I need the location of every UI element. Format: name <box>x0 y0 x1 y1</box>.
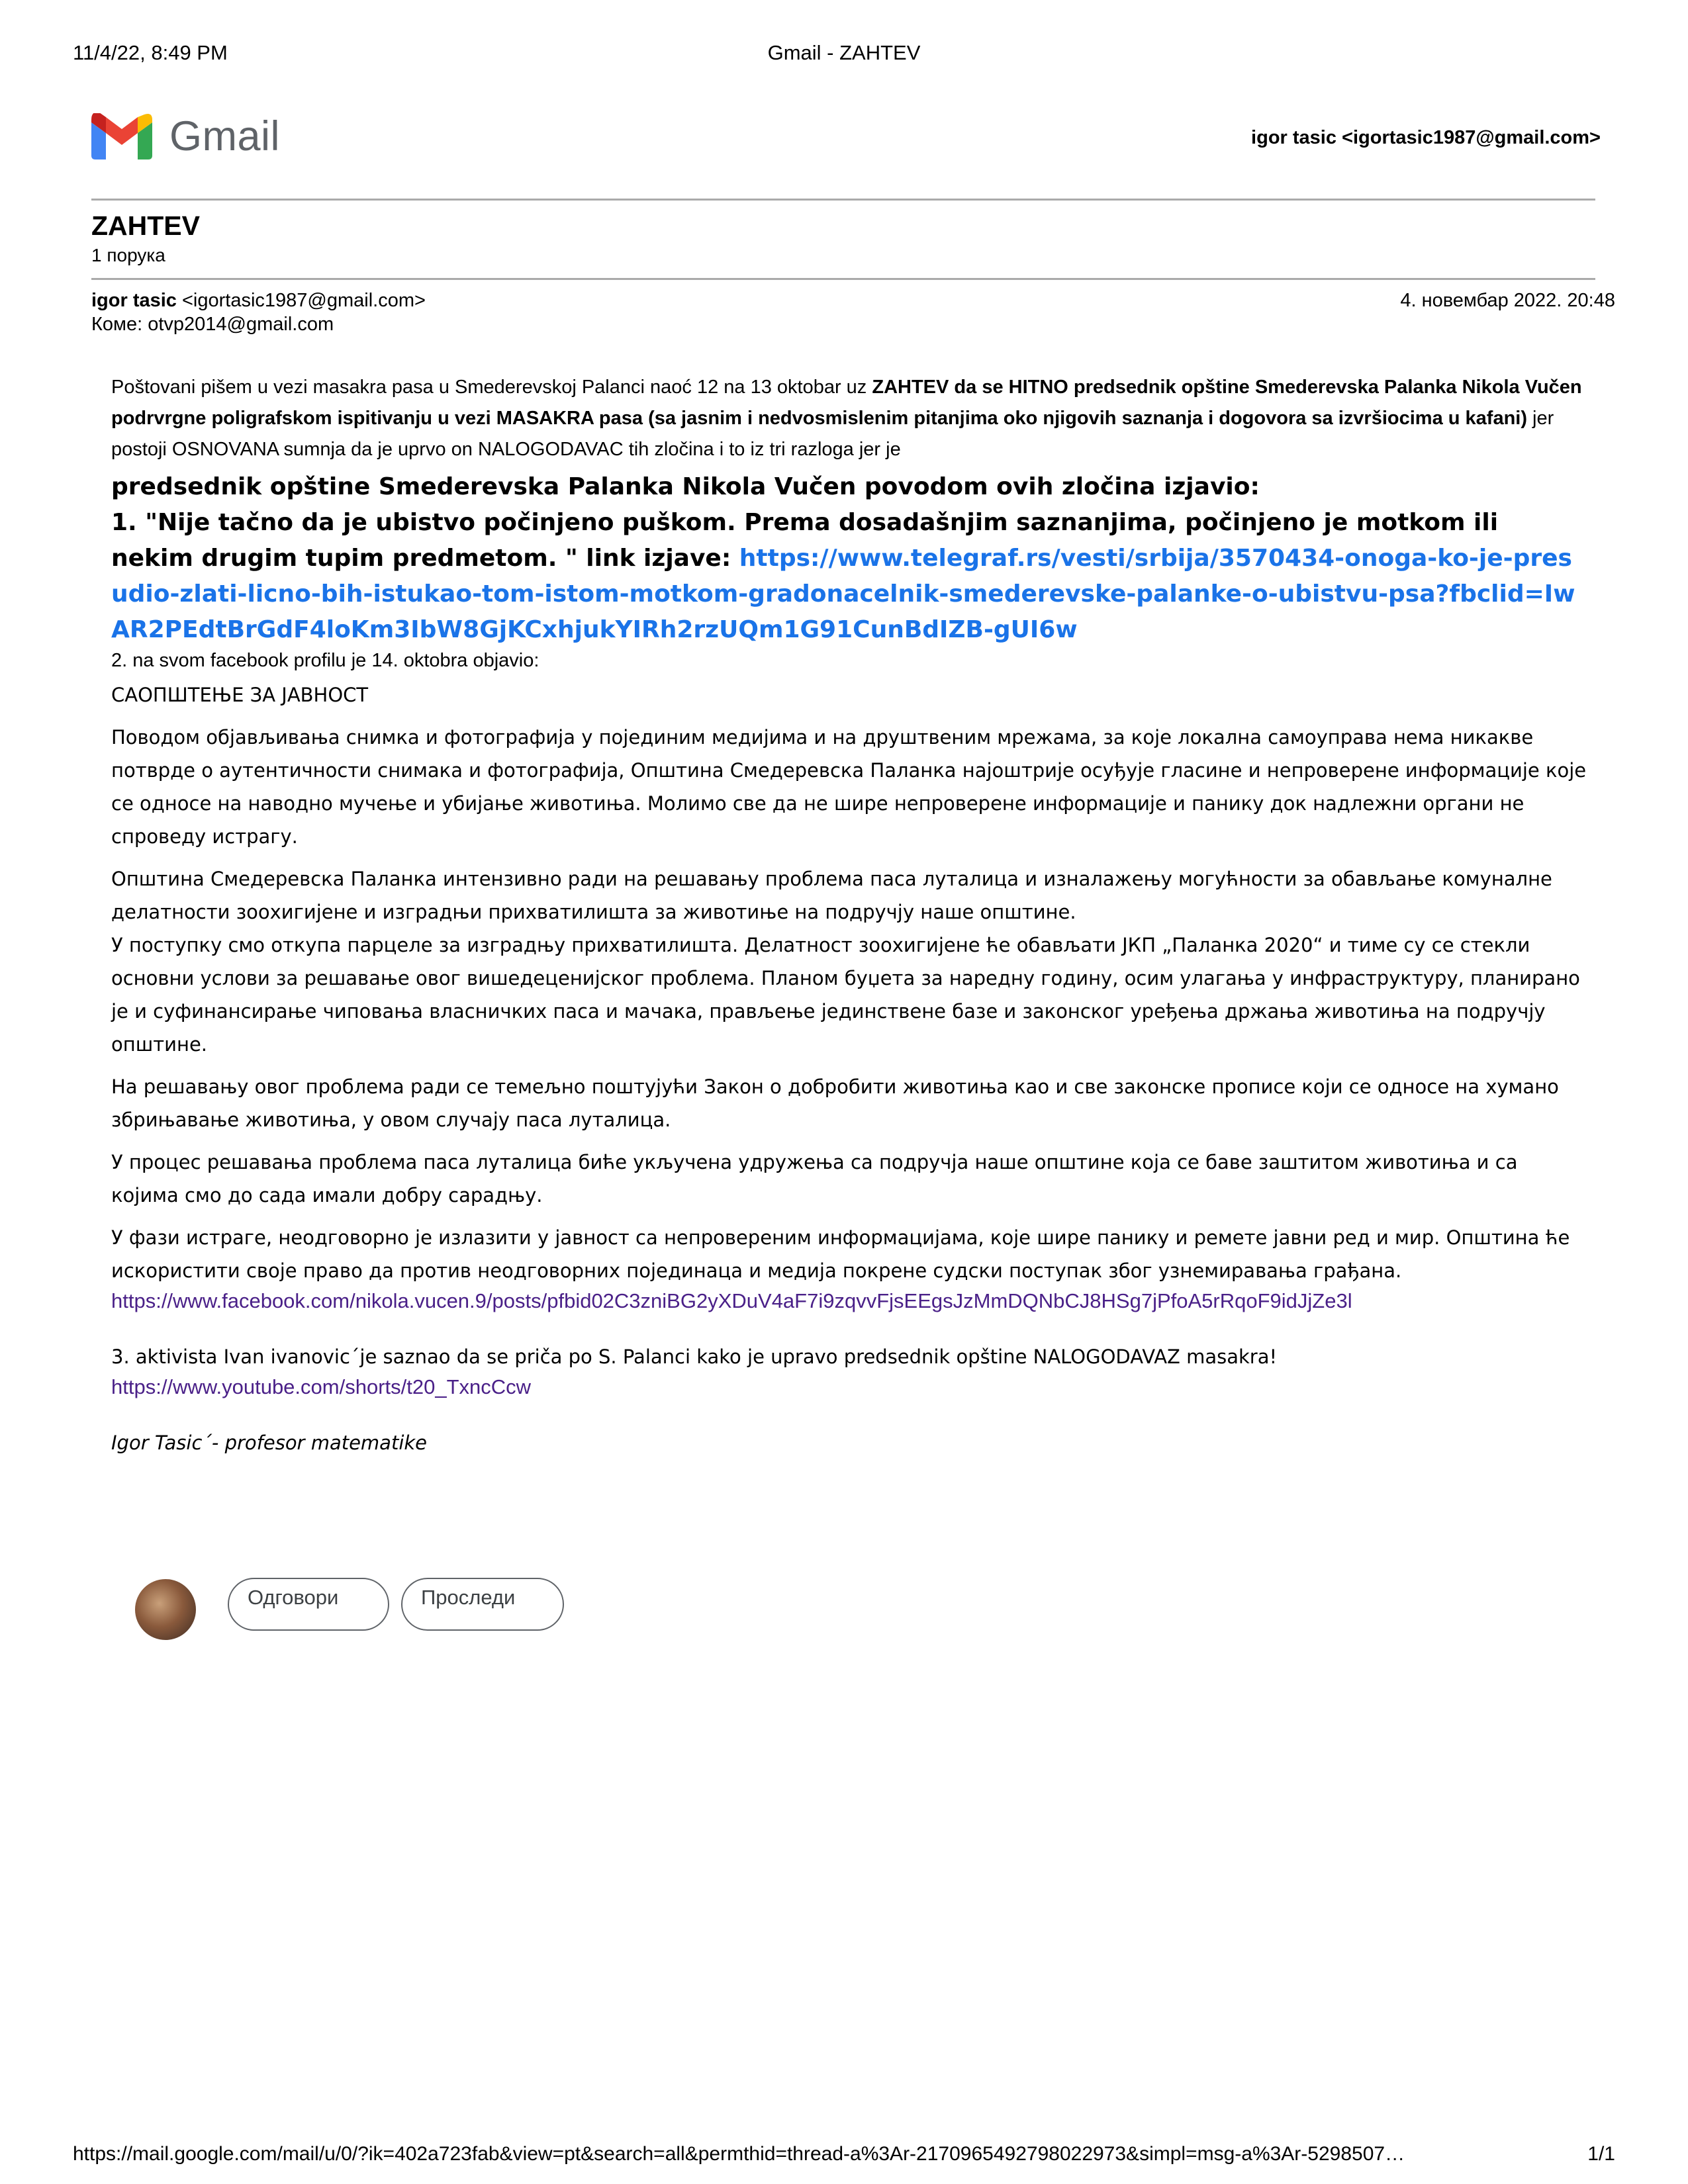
telegraf-link[interactable]: https://www.telegraf.rs/vesti/srbija/3570434-onoga-ko-je-presudio-zlati-licno-bih-istukao-tom-istom-motkom-gradonacelnik-smederevske-palanke-o-ubistvu-psa?fbclid=IwAR2PEdtBrGdF4loKm3IbW8GjKCxhjukYIRh2rzUQm1G91CunBdIZB-gUI6w <box>111 545 1575 643</box>
reply-button[interactable]: Одговори <box>228 1578 389 1631</box>
press-paragraph-3: На решавању овог проблема ради се темељно поштујући Закон о добробити животиња као и све законске прописе који се односе на хумано збрињавање животиња, у овом случају паса луталица. <box>111 1075 1559 1131</box>
avatar <box>135 1579 196 1640</box>
forward-button[interactable]: Проследи <box>401 1578 564 1631</box>
thread-subject: ZAHTEV <box>91 210 200 241</box>
facebook-intro: 2. na svom facebook profilu je 14. oktobra objavio: <box>111 650 539 671</box>
press-release-title: САОПШТЕЊЕ ЗА ЈАВНОСТ <box>111 684 369 706</box>
print-footer-page: 1/1 <box>1587 2143 1615 2165</box>
facebook-link[interactable]: https://www.facebook.com/nikola.vucen.9/posts/pfbid02C3zniBG2yXDuV4aF7i9zqvvFjsEEgsJzMmDQNbCJ8HSg7jPfoA5rRqoF9idJjZe3l <box>111 1289 1352 1312</box>
press-paragraph-4: У процес решавања проблема паса луталица биће укључена удружења са подручја наше општине која се баве заштитом животиња и са којима смо до сада имали добру сарадњу. <box>111 1151 1518 1206</box>
press-paragraph-1: Поводом објављивања снимка и фотографија у појединим медијима и на друштвеним мрежама, за које локална самоуправа нема никакве потврде о аутентичности снимака и фотографија, Општина Смедеревска Паланка најоштрије осуђује гласине и непроверене информације које се односе на наводно мучење и убијање животиња. Молимо све да не шире непроверене информације и панику док надлежни органи не спроведу истрагу. <box>111 726 1587 848</box>
message-date: 4. новембар 2022. 20:48 <box>1400 290 1615 311</box>
press-paragraph-5: У фази истраге, неодговорно је излазити у јавност са непровереним информацијама, које шире панику и ремете јавни ред и мир. Општина ће искористити своје право да против неодговорних појединаца и медија покрене судски поступак због узнемиравања грађана. <box>111 1226 1570 1282</box>
divider <box>91 278 1595 280</box>
account-name: igor tasic <igortasic1987@gmail.com> <box>1251 127 1601 148</box>
signature: Igor Tasic´- profesor matematike <box>111 1432 428 1454</box>
point-3: 3. aktivista Ivan ivanovic´je saznao da se priča po S. Palanci kako je upravo predsednik opštine NALOGODAVAZ masakra! <box>111 1345 1278 1368</box>
press-paragraph-2a: Општина Смедеревска Паланка интензивно ради на решавању проблема паса луталица и изналажењу могућности за обављање комуналне делатности зоохигијене и изградњи прихватилишта за животиње на подручју наше општине. <box>111 868 1552 923</box>
divider <box>91 199 1595 201</box>
sender-name: igor tasic <box>91 290 177 311</box>
sender-email: <igortasic1987@gmail.com> <box>182 290 426 311</box>
statement-heading: predsednik opštine Smederevska Palanka Nikola Vučen povodom ovih zločina izjavio: <box>111 473 1260 500</box>
print-datetime: 11/4/22, 8:49 PM <box>73 41 228 64</box>
recipient: Коме: otvp2014@gmail.com <box>91 314 334 335</box>
print-title: Gmail - ZAHTEV <box>767 41 921 64</box>
gmail-wordmark: Gmail <box>169 113 281 159</box>
message-count: 1 порука <box>91 245 165 265</box>
youtube-link[interactable]: https://www.youtube.com/shorts/t20_TxncCcw <box>111 1375 532 1398</box>
gmail-m-icon <box>91 113 152 159</box>
message-body <box>111 372 1587 1454</box>
sender <box>91 290 426 312</box>
gmail-logo <box>91 111 280 161</box>
intro-paragraph: Poštovani pišem u vezi masakra pasa u Smederevskoj Palanci naoć 12 na 13 oktobar uz ZAHTEV da se HITNO predsednik opštine Smederevska Palanka Nikola Vučen podrvrgne poligrafskom ispitivanju u vezi MASAKRA pasa (sa jasnim i nedvosmislenim pitanjima oko njigovih saznanja i dogovora sa izvršiocima u kafani) jer postoji OSNOVANA sumnja da je uprvo on NALOGODAVAC tih zločina i to iz tri razloga jer je <box>111 377 1582 460</box>
press-paragraph-2b: У поступку смо откупа парцеле за изградњу прихватилишта. Делатност зоохигијене ће обављати ЈКП „Паланка 2020“ и тиме су се стекли основни услови за решавање овог вишедеценијског проблема. Планом буџета за наредну годину, осим улагања у инфраструктуру, планирано је и суфинансирање чиповања власничких паса и мачака, прављење јединствене базе и законског уређења држања животиња на подручју општине. <box>111 934 1580 1056</box>
statement-quote: 1. "Nije tačno da je ubistvo počinjeno puškom. Prema dosadašnjim saznanjima, počinjeno je motkom ili nekim drugim tupim predmetom. " link izjave: https://www.telegraf.rs/vesti/srbija/3570434-onoga-ko-je-presudio-zlati-licno-bih-istukao-tom-istom-motkom-gradonacelnik-smederevske-palanke-o-ubistvu-psa?fbclid=IwAR2PEdtBrGdF4loKm3IbW8GjKCxhjukYIRh2rzUQm1G91CunBdIZB-gUI6w <box>111 509 1575 643</box>
print-footer-url: https://mail.google.com/mail/u/0/?ik=402a723fab&view=pt&search=all&permthid=thread-a%3Ar-2170965492798022973&simpl=msg-a%3Ar-5298507… <box>73 2143 1405 2165</box>
